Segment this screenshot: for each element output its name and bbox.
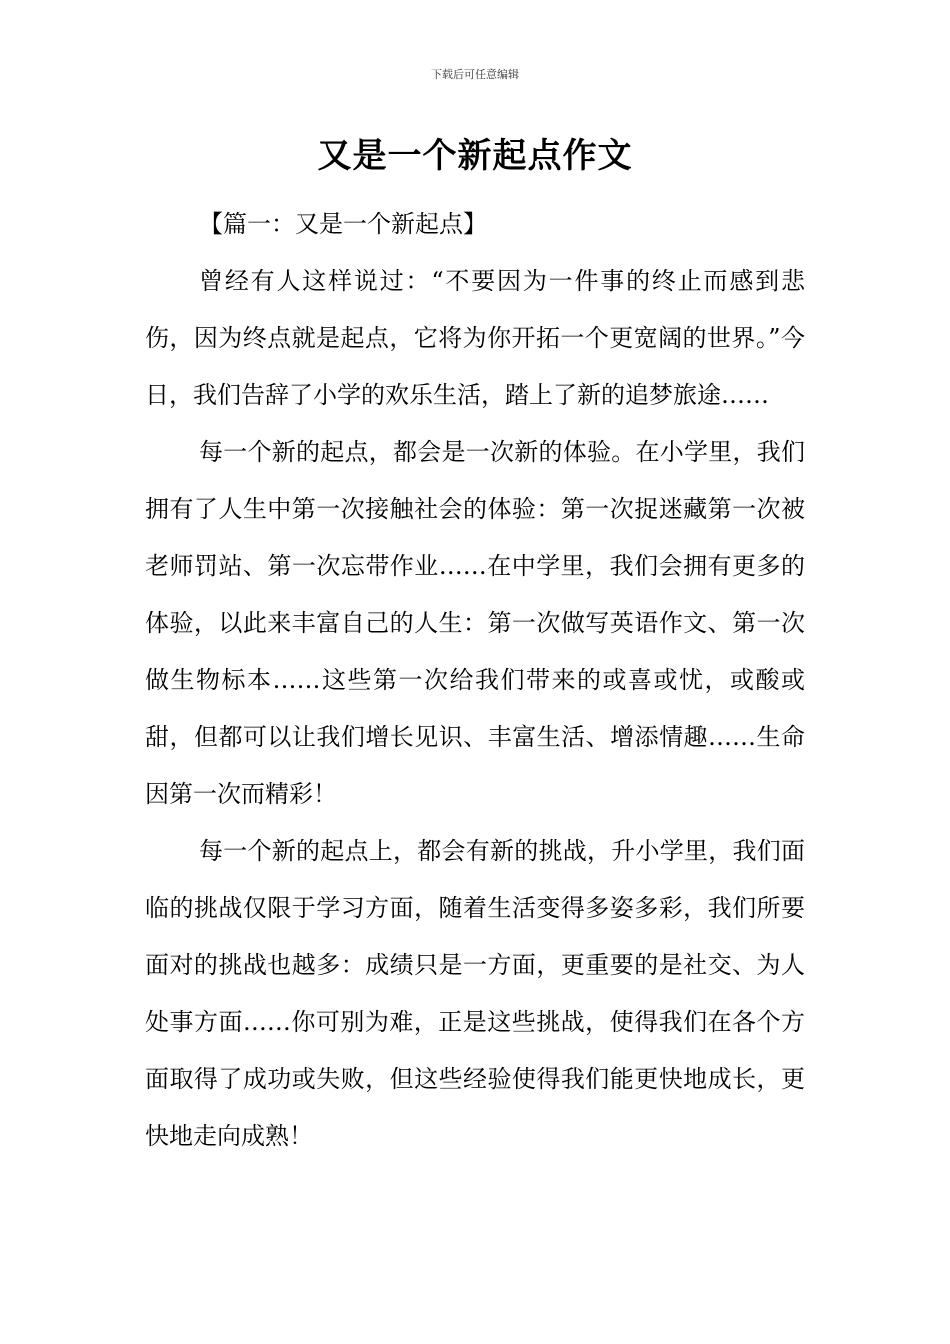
paragraph-1: 曾经有人这样说过：“不要因为一件事的终止而感到悲伤，因为终点就是起点，它将为你开拓一个更宽阔的世界。”今日，我们告辞了小学的欢乐生活，踏上了新的追梦旅途…… <box>145 267 805 409</box>
document-body <box>145 196 805 1165</box>
section-heading: 【篇一：又是一个新起点】 <box>199 210 487 238</box>
paragraph-3: 每一个新的起点上，都会有新的挑战，升小学里，我们面临的挑战仅限于学习方面，随着生活变得多姿多彩，我们所要面对的挑战也越多：成绩只是一方面，更重要的是社交、为人处事方面……你可别为难，正是这些挑战，使得我们在各个方面取得了成功或失败，但这些经验使得我们能更快地成长，更快地走向成熟！ <box>145 837 805 1150</box>
document-title: 又是一个新起点作文 <box>317 136 633 176</box>
page-header-note: 下载后可任意编辑 <box>431 68 519 81</box>
paragraph-2: 每一个新的起点，都会是一次新的体验。在小学里，我们拥有了人生中第一次接触社会的体验：第一次捉迷藏第一次被老师罚站、第一次忘带作业……在中学里，我们会拥有更多的体验，以此来丰富自己的人生：第一次做写英语作文、第一次做生物标本……这些第一次给我们带来的或喜或忧，或酸或甜，但都可以让我们增长见识、丰富生活、增添情趣……生命因第一次而精彩！ <box>145 438 805 808</box>
